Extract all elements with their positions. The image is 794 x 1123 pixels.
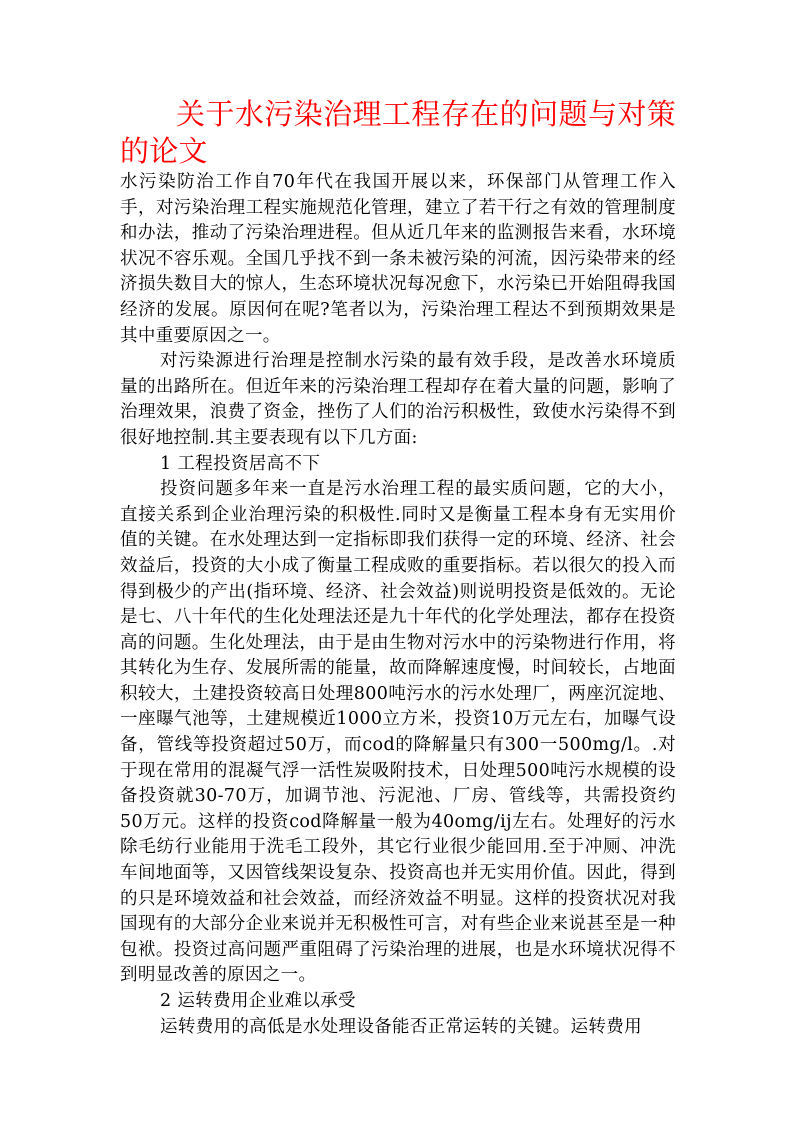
paragraph-problems: 对污染源进行治理是控制水污染的最有效手段，是改善水环境质量的出路所在。但近年来的污染治理工程却存在着大量的问题，影响了治理效果，浪费了资金，挫伤了人们的治污积极性，致使水污染得不到很好地控制.其主要表现有以下几方面: xyxy=(120,351,676,448)
document-page xyxy=(120,96,676,1040)
document-title: 关于水污染治理工程存在的问题与对策的论文 xyxy=(120,97,676,168)
section-heading-investment: 1 工程投资居高不下 xyxy=(160,453,321,474)
paragraph-intro: 水污染防治工作自70年代在我国开展以来，环保部门从管理工作入手，对污染治理工程实施规范化管理，建立了若干行之有效的管理制度和办法，推动了污染治理进程。但从近几年来的监测报告来看，水环境状况不容乐观。全国几乎找不到一条未被污染的河流，因污染带来的经济损失数目大的惊人，生态环境状况每况愈下，水污染已开始阻碍我国经济的发展。原因何在呢?笔者以为，污染治理工程达不到预期效果是其中重要原因之一。 xyxy=(120,172,676,346)
paragraph-operating-cost: 运转费用的高低是水处理设备能否正常运转的关键。运转费用 xyxy=(160,1016,642,1037)
section-heading-operating-cost: 2 运转费用企业难以承受 xyxy=(160,991,356,1011)
document-body xyxy=(120,170,676,1040)
paragraph-investment: 投资问题多年来一直是污水治理工程的最实质问题，它的大小，直接关系到企业治理污染的积极性.同时又是衡量工程本身有无实用价值的关键。在水处理达到一定指标即我们获得一定的环境、经济、社会效益后，投资的大小成了衡量工程成败的重要指标。若以很欠的投入而得到极少的产出(指环境、经济、社会效益)则说明投资是低效的。无论是七、八十年代的生化处理法还是九十年代的化学处理法，都存在投资高的问题。生化处理法，由于是由生物对污水中的污染物进行作用，将其转化为生存、发展所需的能量，故而降解速度慢，时间较长，占地面积较大，土建投资较高日处理800吨污水的污水处理厂，两座沉淀地、一座曝气池等，土建规模近1000立方米，投资10万元左右，加曝气设备，管线等投资超过50万，而cod的降解量只有300一500mg/l。.对于现在常用的混凝气浮一活性炭吸附技术，日处理500吨污水规模的设备投资就30-70万，加调节池、污泥池、厂房、管线等，共需投资约50万元。这样的投资cod降解量一般为40omg/ij左右。处理好的污水除毛纺行业能用于洗毛工段外，其它行业很少能回用.至于冲厕、冲洗车间地面等，又因管线架设复杂、投资高也并无实用价值。因此，得到的只是环境效益和社会效益，而经济效益不明显。这样的投资状况对我国现有的大部分企业来说并无积极性可言，对有些企业来说甚至是一种包袱。投资过高问题严重阻碍了污染治理的进展，也是水环境状况得不到明显改善的原因之一。 xyxy=(120,479,676,986)
